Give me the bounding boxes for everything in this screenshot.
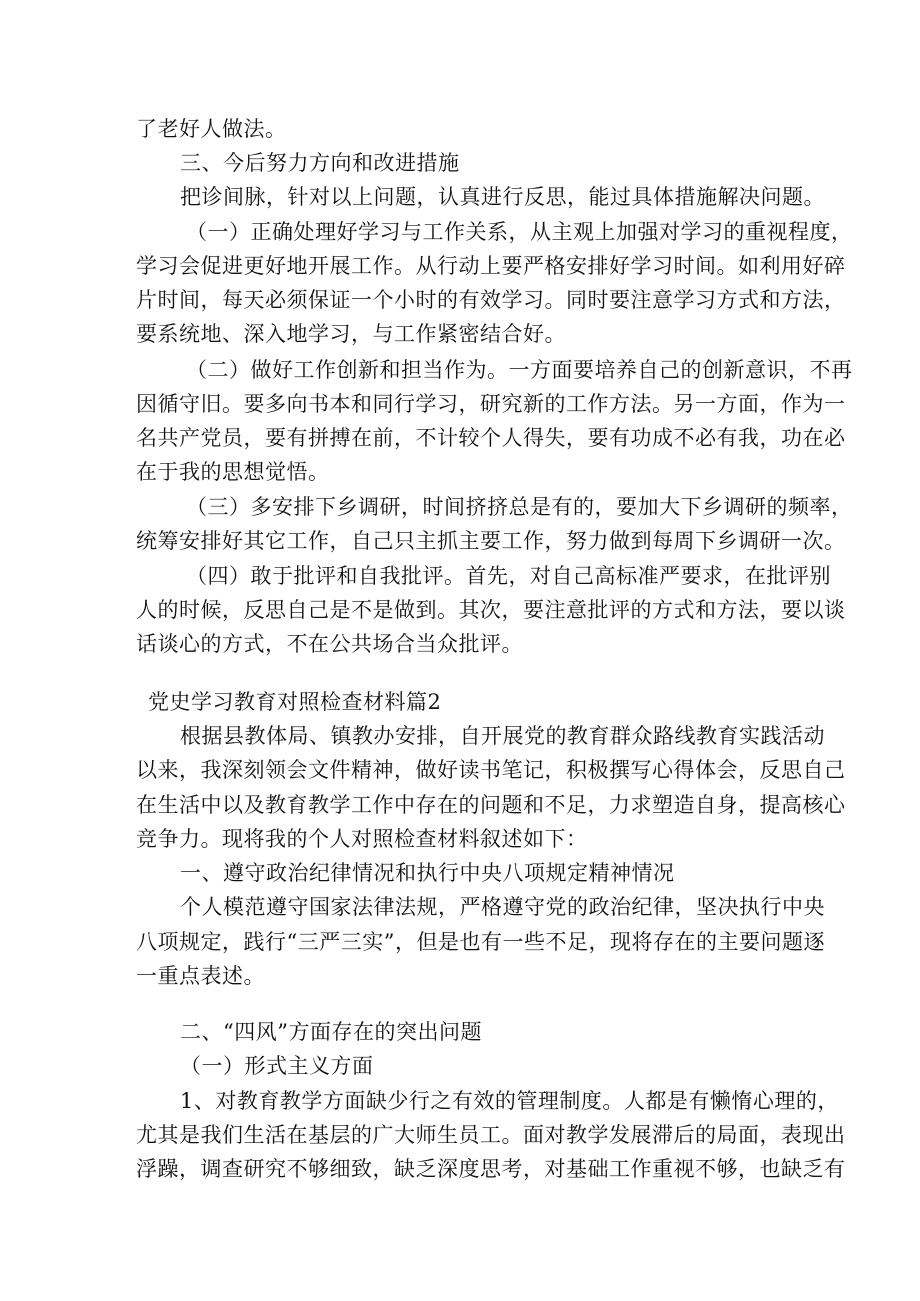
text-line: 了老好人做法。 [136, 117, 287, 141]
section-heading: 二、“四风”方面存在的突出问题 [180, 1020, 482, 1044]
text-line: （一）正确处理好学习与工作关系，从主观上加强对学习的重视程度， [186, 220, 853, 244]
text-line: 学习会促进更好地开展工作。从行动上要严格安排好学习时间。如利用好碎 [136, 254, 846, 278]
section-heading: 三、今后努力方向和改进措施 [180, 151, 460, 175]
text-line: 把诊间脉，针对以上问题，认真进行反思，能过具体措施解决问题。 [180, 185, 825, 209]
document-title: 党史学习教育对照检查材料篇2 [148, 690, 442, 714]
subsection-heading: （一）形式主义方面 [180, 1054, 374, 1078]
text-line: （三）多安排下乡调研，时间挤挤总是有的，要加大下乡调研的频率， [186, 495, 853, 519]
text-line: 浮躁，调查研究不够细致，缺乏深度思考，对基础工作重视不够，也缺乏有 [136, 1157, 846, 1181]
section-heading: 一、遵守政治纪律情况和执行中央八项规定精神情况 [180, 861, 675, 885]
text-line: 统筹安排好其它工作，自己只主抓主要工作，努力做到每周下乡调研一次。 [136, 529, 846, 553]
text-line: 人的时候，反思自己是不是做到。其次，要注意批评的方式和方法，要以谈 [136, 598, 846, 622]
text-line: （二）做好工作创新和担当作为。一方面要培养自己的创新意识，不再 [186, 358, 853, 382]
text-line: 根据县教体局、镇教办安排，自开展党的教育群众路线教育实践活动 [180, 724, 825, 748]
text-line: 因循守旧。要多向书本和同行学习，研究新的工作方法。另一方面，作为一 [136, 392, 846, 416]
text-line: 片时间，每天必须保证一个小时的有效学习。同时要注意学习方式和方法， [136, 288, 846, 312]
text-line: 话谈心的方式，不在公共场合当众批评。 [136, 632, 523, 656]
text-line: 1、对教育教学方面缺少行之有效的管理制度。人都是有懒惰心理的， [180, 1089, 839, 1113]
text-line: 八项规定，践行“三严三实”，但是也有一些不足，现将存在的主要问题逐 [136, 930, 825, 954]
text-line: 以来，我深刻领会文件精神，做好读书笔记，积极撰写心得体会，反思自己 [136, 758, 846, 782]
text-line: 一重点表述。 [136, 964, 265, 988]
text-line: 名共产党员，要有拼搏在前，不计较个人得失，要有功成不必有我，功在必 [136, 426, 846, 450]
text-line: 个人模范遵守国家法律法规，严格遵守党的政治纪律，坚决执行中央 [180, 895, 825, 919]
text-line: 要系统地、深入地学习，与工作紧密结合好。 [136, 322, 566, 346]
text-line: 在于我的思想觉悟。 [136, 460, 330, 484]
text-line: （四）敢于批评和自我批评。首先，对自己高标准严要求，在批评别 [186, 564, 831, 588]
text-line: 竞争力。现将我的个人对照检查材料叙述如下： [136, 827, 588, 851]
text-line: 在生活中以及教育教学工作中存在的问题和不足，力求塑造自身，提高核心 [136, 793, 846, 817]
text-line: 尤其是我们生活在基层的广大师生员工。面对教学发展滞后的局面，表现出 [136, 1123, 846, 1147]
